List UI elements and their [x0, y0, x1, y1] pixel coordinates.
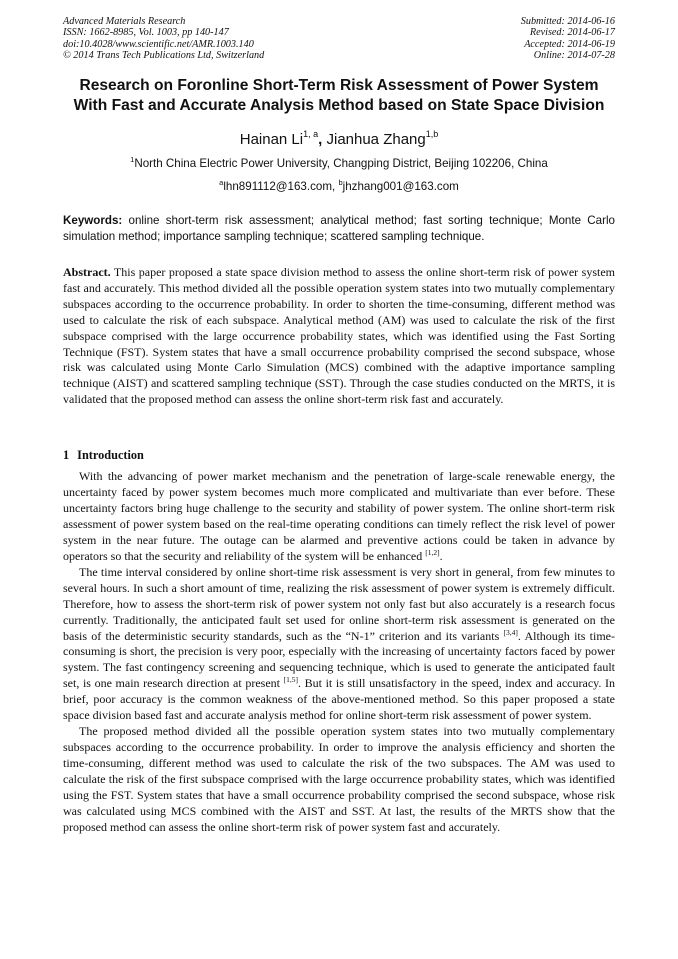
author-separator: ,	[318, 131, 327, 148]
keywords	[63, 213, 615, 245]
paragraph-text: .	[439, 548, 443, 563]
date-accepted: Accepted: 2014-06-19	[524, 38, 615, 50]
paper-title-line-1: Research on Foronline Short-Term Risk Assessment of Power System	[79, 77, 599, 94]
paragraph-text: The proposed method divided all the possible operation system states into two mutually complementary subspaces according to the occurrence probability. In order to improve the analysis efficiency and shorten the time-consuming, different method was used to calculate the risk of the two subspaces. The AM was used to calculate the risk of the first subspace comprised with the large occurrence probability states, which was identified using the FST. System states that have a small occurrence probability comprised the second subspace, whose risk was calculated using MCS combined with the AIST and SST. At last, the results of the MRTS show that the proposed method can assess the online short-term risk of power system fast and accurately.	[63, 724, 615, 834]
keywords-label: Keywords:	[63, 214, 123, 227]
email-link: jhzhang001@163.com	[342, 180, 459, 193]
abstract	[63, 265, 615, 408]
author-list	[0, 130, 678, 150]
journal-header-right	[521, 16, 615, 62]
paragraph	[63, 724, 615, 836]
paper-title	[40, 76, 638, 116]
journal-copyright: © 2014 Trans Tech Publications Ltd, Switzerland	[63, 50, 265, 62]
author-emails	[0, 180, 678, 194]
paragraph-text: . Although its time-consuming is short, the precision is very poor, especially with the increasing of uncertainty factors faced by power system. The fast contingency screening and sequencing technique, which is used to generate the anticipated fault set, is one main research direction at present	[63, 628, 615, 691]
affiliation-text: North China Electric Power University, Changping District, Beijing 102206, China	[134, 157, 548, 170]
keywords-text: online short-term risk assessment; analytical method; fast sorting technique; Monte Carlo simulation method; importance sampling technique; scattered sampling technique.	[63, 214, 615, 243]
citation: [1,2]	[425, 547, 440, 557]
affiliation	[0, 157, 678, 171]
date-revised: Revised: 2014-06-17	[529, 27, 615, 39]
journal-name: Advanced Materials Research	[63, 16, 186, 27]
paper-title-line-2: With Fast and Accurate Analysis Method based on State Space Division	[73, 97, 605, 114]
author-name: Jianhua Zhang	[326, 131, 426, 148]
paragraph-text: . But it is still unsatisfactory in the speed, index and accuracy. In brief, poor accuracy is the common weakness of the above-mentioned method. So this paper proposed a state space division based fast and accurate analysis method for online short-term risk assessment of power system.	[63, 676, 615, 723]
author-affiliation-mark: 1,b	[425, 129, 439, 139]
section-number: 1	[63, 448, 70, 462]
section-body	[63, 469, 615, 836]
journal-issn: ISSN: 1662-8985, Vol. 1003, pp 140-147	[63, 27, 229, 39]
email-mark: b	[338, 178, 343, 187]
paragraph-text: With the advancing of power market mechanism and the penetration of large-scale renewable energy, the uncertainty faced by power system becomes much more complicated and multivariate than ever before. These uncertainty factors bring huge challenge to the security and stability of power system. The online short-term risk assessment of power system based on the real-time operating conditions can timely reflect the risk level of power system in the near future. The outage can be alarmed and preventive actions could be taken in advance by operators so that the security and reliability of the system will be enhanced	[63, 469, 615, 563]
author-affiliation-mark: 1, a	[303, 129, 319, 139]
abstract-text: This paper proposed a state space division method to assess the online short-term risk of power system fast and accurately. This method divided all the possible operation system states into two mutually complementary subspaces according to the occurrence probability. In order to shorten the time-consuming, different method was used to calculate the risk of each subspace. Analytical method (AM) was used to calculate the risk of the first subspace comprised with the large occurrence probability states, which was identified using the Fast Sorting Technique (FST). System states that have a small occurrence probability comprised the second subspace, whose risk was calculated using Monte Carlo Simulation (MCS) combined with the adaptive importance sampling technique (AIST) and scattered sampling technique (SST). Through the case studies conducted on the MRTS, it is validated that the proposed method can assess the online short-term risk fast and accurately.	[63, 265, 615, 407]
journal-doi: doi:10.4028/www.scientific.net/AMR.1003.140	[63, 38, 254, 50]
citation: [1,5]	[283, 675, 298, 685]
date-submitted: Submitted: 2014-06-16	[520, 16, 615, 27]
paragraph	[63, 469, 615, 565]
paragraph-text: The time interval considered by online short-time risk assessment is very short in general, from few minutes to several hours. In such a short amount of time, realizing the risk assessment of power system is extremely difficult. Therefore, how to assess the short-term risk of power system not only fast but also accurately is a research focus currently. Traditionally, the anticipated fault set used for online short-term risk assessment is generated on the basis of the deterministic security standards, such as the “N-1” criterion and its variants	[63, 564, 615, 643]
email-mark: a	[219, 178, 224, 187]
section-heading	[63, 447, 144, 463]
author-name: Hainan Li	[239, 131, 304, 148]
paragraph	[63, 565, 615, 725]
citation: [3,4]	[503, 627, 518, 637]
date-online: Online: 2014-07-28	[533, 50, 615, 62]
affiliation-mark: 1	[130, 155, 135, 164]
abstract-label: Abstract.	[63, 265, 111, 279]
journal-header-left	[63, 16, 264, 62]
email-link: lhn891112@163.com,	[223, 180, 339, 193]
section-title: Introduction	[77, 448, 144, 462]
